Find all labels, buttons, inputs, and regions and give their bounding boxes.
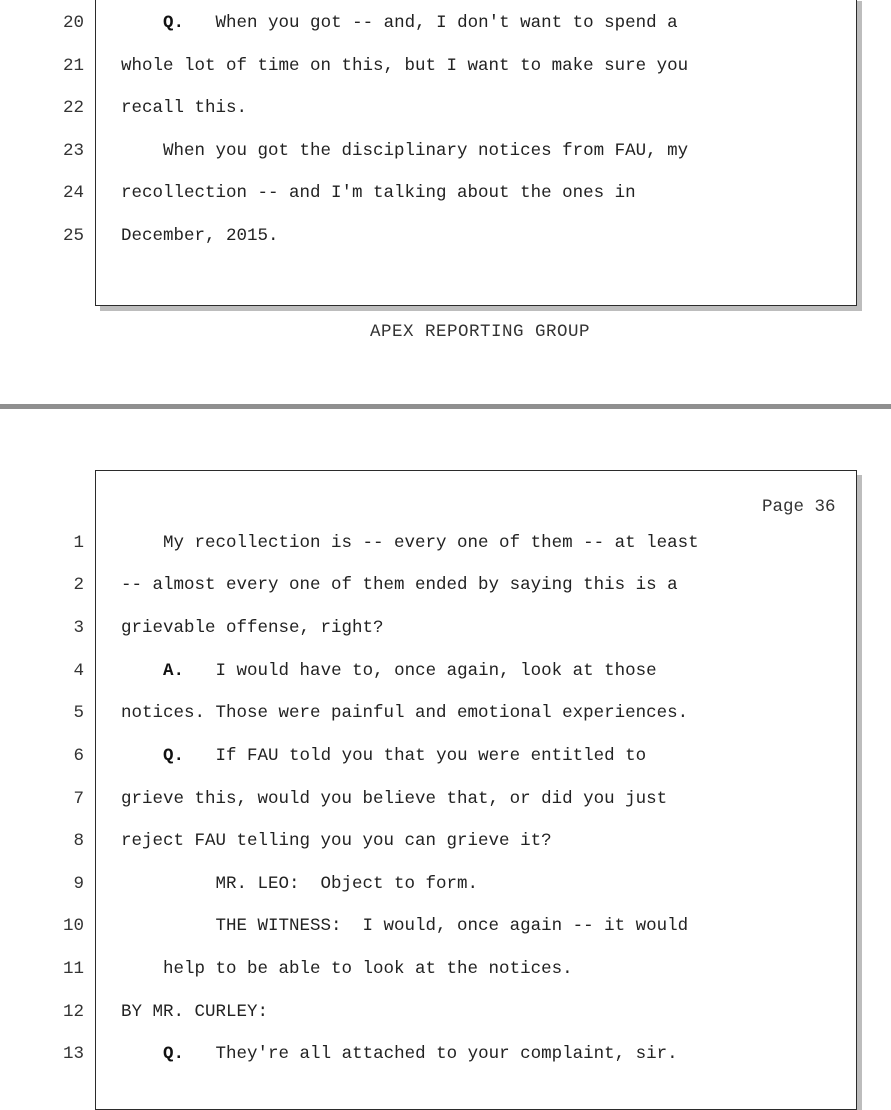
- transcript-line: [0, 607, 891, 649]
- line-number: 24: [62, 183, 84, 203]
- line-content: When you got the disciplinary notices from FAU, my: [121, 141, 689, 161]
- transcript-line: [0, 820, 891, 862]
- transcript-line: [0, 948, 891, 990]
- line-number: 25: [62, 226, 84, 246]
- reporter-footer: APEX REPORTING GROUP: [369, 322, 591, 342]
- line-content: grieve this, would you believe that, or did you just: [121, 789, 668, 809]
- transcript-line: [0, 522, 891, 564]
- line-content: December, 2015.: [121, 226, 279, 246]
- speaker-label: Q.: [163, 1044, 185, 1064]
- line-number: 11: [62, 959, 84, 979]
- line-content: When you got -- and, I don't want to spend a: [215, 13, 678, 33]
- transcript-line: [0, 863, 891, 905]
- line-content: I would have to, once again, look at those: [215, 661, 657, 681]
- line-text: [121, 735, 646, 777]
- page-divider: [0, 404, 891, 409]
- transcript-line: [0, 905, 891, 947]
- line-number: 4: [73, 661, 84, 681]
- line-content: whole lot of time on this, but I want to make sure you: [121, 56, 689, 76]
- line-number: 9: [73, 874, 84, 894]
- line-content: help to be able to look at the notices.: [121, 959, 573, 979]
- line-text: [121, 650, 657, 692]
- line-number: 1: [73, 533, 84, 553]
- line-number: 10: [62, 916, 84, 936]
- line-content: notices. Those were painful and emotional experiences.: [121, 703, 689, 723]
- line-number: 22: [62, 98, 84, 118]
- line-number: 13: [62, 1044, 84, 1064]
- line-number: 20: [62, 13, 84, 33]
- transcript-line: [0, 991, 891, 1033]
- speaker-label: Q.: [163, 746, 185, 766]
- transcript-line: [0, 650, 891, 692]
- transcript-line: [0, 1033, 891, 1075]
- line-number: 5: [73, 703, 84, 723]
- line-content: reject FAU telling you you can grieve it?: [121, 831, 552, 851]
- line-content: -- almost every one of them ended by saying this is a: [121, 575, 678, 595]
- line-number: 21: [62, 56, 84, 76]
- transcript-line: [0, 87, 891, 129]
- line-content: BY MR. CURLEY:: [121, 1002, 269, 1022]
- line-number: 8: [73, 831, 84, 851]
- line-number: 23: [62, 141, 84, 161]
- line-content: MR. LEO: Object to form.: [121, 874, 479, 894]
- line-content: They're all attached to your complaint, sir.: [215, 1044, 678, 1064]
- transcript-line: [0, 564, 891, 606]
- line-number: 2: [73, 575, 84, 595]
- page-number: Page 36: [762, 497, 836, 517]
- line-number: 7: [73, 789, 84, 809]
- line-content: recall this.: [121, 98, 248, 118]
- line-number: 3: [73, 618, 84, 638]
- transcript-line: [0, 778, 891, 820]
- transcript-line: [0, 735, 891, 777]
- speaker-label: A.: [163, 661, 185, 681]
- speaker-label: Q.: [163, 13, 185, 33]
- transcript-line: [0, 692, 891, 734]
- line-text: [121, 1033, 678, 1075]
- transcript-line: [0, 130, 891, 172]
- transcript-line: [0, 2, 891, 44]
- line-number: 6: [73, 746, 84, 766]
- transcript-line: [0, 215, 891, 257]
- line-content: THE WITNESS: I would, once again -- it would: [121, 916, 689, 936]
- line-content: recollection -- and I'm talking about the ones in: [121, 183, 636, 203]
- line-content: If FAU told you that you were entitled to: [215, 746, 647, 766]
- line-content: My recollection is -- every one of them -- at least: [121, 533, 699, 553]
- transcript-line: [0, 45, 891, 87]
- line-text: [121, 2, 678, 44]
- line-content: grievable offense, right?: [121, 618, 384, 638]
- line-number: 12: [62, 1002, 84, 1022]
- transcript-line: [0, 172, 891, 214]
